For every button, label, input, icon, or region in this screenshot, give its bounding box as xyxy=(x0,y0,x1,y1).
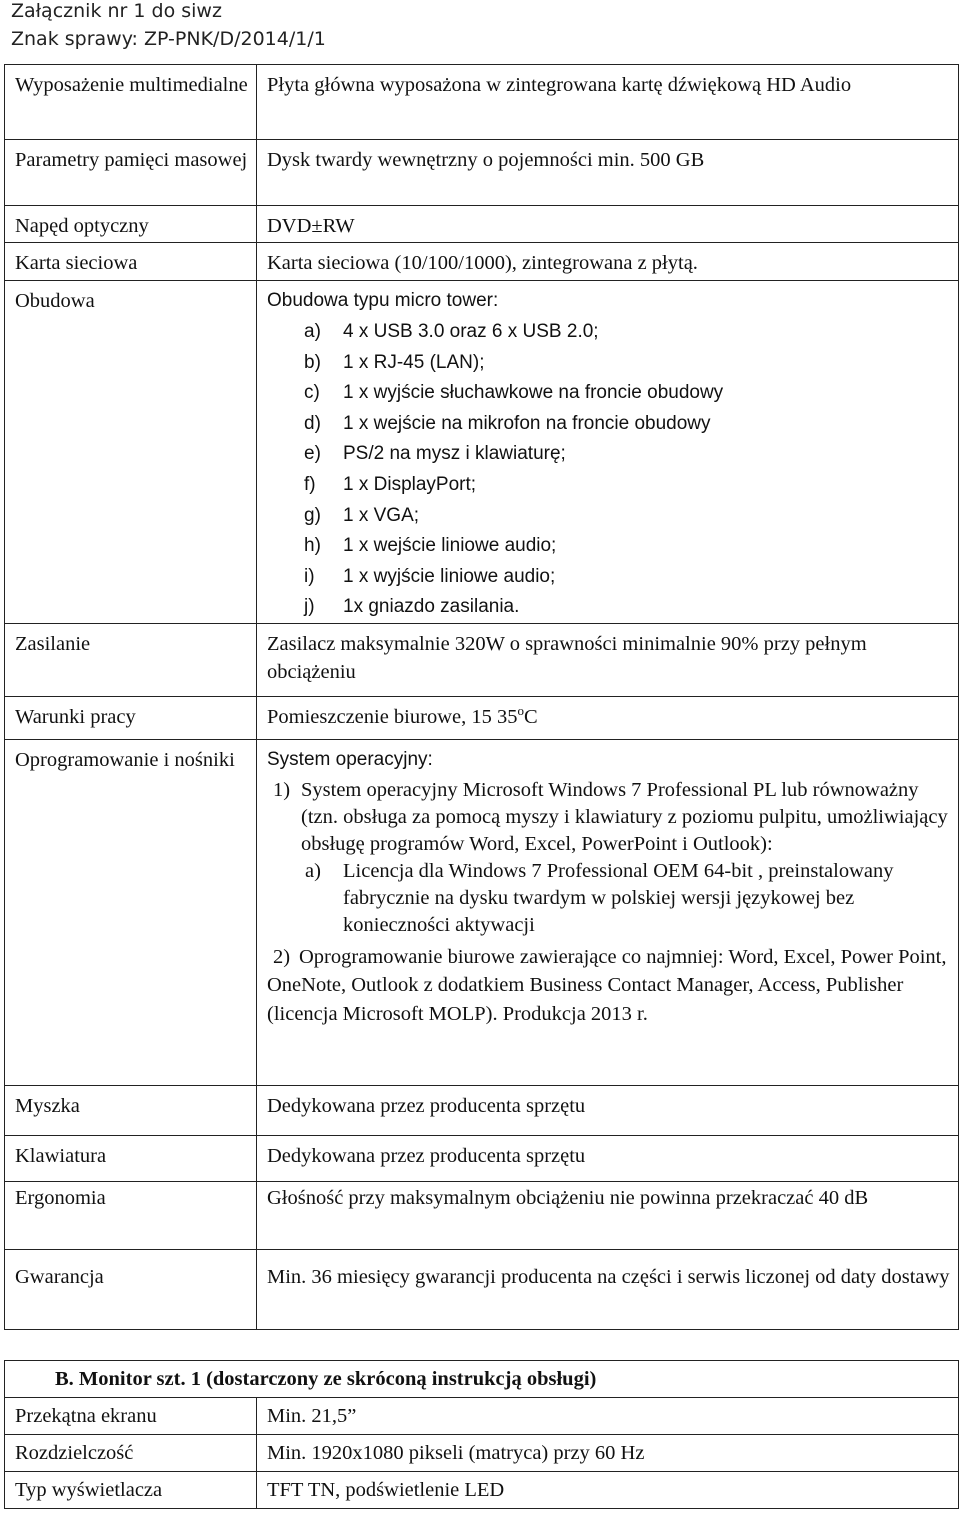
monitor-section-title: B. Monitor szt. 1 (dostarczony ze skróconą instrukcją obsługi) xyxy=(5,1361,959,1398)
spec-table xyxy=(4,64,959,1330)
spec-value-multimedia: Płyta główna wyposażona w zintegrowana kartę dźwiękową HD Audio xyxy=(257,65,959,140)
spec-label-storage: Parametry pamięci masowej xyxy=(5,140,257,206)
list-item: a) 4 x USB 3.0 oraz 6 x USB 2.0; xyxy=(304,321,599,342)
spec-value-power: Zasilacz maksymalnie 320W o sprawności minimalnie 90% przy pełnym obciążeniu xyxy=(257,623,959,696)
table-row xyxy=(5,623,959,696)
table-row xyxy=(5,1249,959,1329)
table-row xyxy=(5,1472,959,1509)
spec-value-software xyxy=(257,739,959,1085)
table-row xyxy=(5,281,959,624)
spec-value-ergonomics: Głośność przy maksymalnym obciążeniu nie powinna przekraczać 40 dB xyxy=(257,1181,959,1249)
spec-label-multimedia: Wyposażenie multimedialne xyxy=(5,65,257,140)
spec-label-warranty: Gwarancja xyxy=(5,1249,257,1329)
table-row xyxy=(5,1435,959,1472)
software-item-1a: a) Licencja dla Windows 7 Professional OEM 64-bit , preinstalowany fabrycznie na dysku twardym w polskiej wersji językowej bez konieczności aktywacji xyxy=(305,859,894,936)
software-item-2: 2) Oprogramowanie biurowe zawierające co najmniej: Word, Excel, Power Point, OneNote, Outlook z dodatkiem Business Contact Manager, Access, Publisher (licencja Microsoft MOLP). Produkcja 2013 r. xyxy=(267,945,947,1025)
spec-label-network: Karta sieciowa xyxy=(5,243,257,281)
table-row xyxy=(5,696,959,739)
spec-value-keyboard: Dedykowana przez producenta sprzętu xyxy=(257,1135,959,1181)
monitor-value-display-type: TFT TN, podświetlenie LED xyxy=(257,1472,959,1509)
monitor-label-display-type: Typ wyświetlacza xyxy=(5,1472,257,1509)
spec-value-optical: DVD±RW xyxy=(257,206,959,243)
monitor-label-diagonal: Przekątna ekranu xyxy=(5,1398,257,1435)
software-item-1: 1) System operacyjny Microsoft Windows 7 Professional PL lub równoważny (tzn. obsługa za pomocą myszy i klawiatury z poziomu pulpitu, umożliwiający obsługę programów Word, Excel, PowerPoint i Outlook): xyxy=(273,778,948,855)
table-row xyxy=(5,243,959,281)
table-row xyxy=(5,1181,959,1249)
spec-value-mouse: Dedykowana przez producenta sprzętu xyxy=(257,1085,959,1135)
software-intro: System operacyjny: xyxy=(267,748,433,770)
case-intro: Obudowa typu micro tower: xyxy=(267,290,499,311)
table-row xyxy=(5,739,959,1085)
table-row xyxy=(5,65,959,140)
monitor-value-diagonal: Min. 21,5” xyxy=(257,1398,959,1435)
spec-label-optical: Napęd optyczny xyxy=(5,206,257,243)
list-item: c) 1 x wyjście słuchawkowe na froncie obudowy xyxy=(304,382,724,404)
list-item: b) 1 x RJ-45 (LAN); xyxy=(304,351,485,373)
list-item: f) 1 x DisplayPort; xyxy=(304,473,477,495)
spec-value-conditions: Pomieszczenie biurowe, 15 35$^o$C xyxy=(257,696,959,739)
case-reference: Znak sprawy: ZP-PNK/D/2014/1/1 xyxy=(11,28,326,50)
spec-label-conditions: Warunki pracy xyxy=(5,696,257,739)
spec-value-storage: Dysk twardy wewnętrzny o pojemności min. 500 GB xyxy=(257,140,959,206)
table-row xyxy=(5,1085,959,1135)
spec-label-power: Zasilanie xyxy=(5,623,257,696)
spec-value-warranty: Min. 36 miesięcy gwarancji producenta na części i serwis liczonej od daty dostawy xyxy=(257,1249,959,1329)
spec-label-ergonomics: Ergonomia xyxy=(5,1181,257,1249)
monitor-value-resolution: Min. 1920x1080 pikseli (matryca) przy 60 Hz xyxy=(257,1435,959,1472)
spec-value-case xyxy=(257,281,959,624)
spec-value-network: Karta sieciowa (10/100/1000), zintegrowana z płytą. xyxy=(257,243,959,281)
case-port-list xyxy=(267,317,954,623)
list-item: e) PS/2 na mysz i klawiaturę; xyxy=(304,443,566,465)
monitor-table xyxy=(4,1360,959,1509)
table-row xyxy=(5,1361,959,1398)
spec-label-case: Obudowa xyxy=(5,281,257,624)
table-row xyxy=(5,1135,959,1181)
table-row xyxy=(5,206,959,243)
table-row xyxy=(5,1398,959,1435)
attachment-title: Załącznik nr 1 do siwz xyxy=(11,0,222,22)
list-item: h) 1 x wejście liniowe audio; xyxy=(304,535,557,557)
spec-label-software: Oprogramowanie i nośniki xyxy=(5,739,257,1085)
list-item: d) 1 x wejście na mikrofon na froncie obudowy xyxy=(304,412,711,434)
monitor-label-resolution: Rozdzielczość xyxy=(5,1435,257,1472)
spec-label-mouse: Myszka xyxy=(5,1085,257,1135)
list-item: j) 1x gniazdo zasilania. xyxy=(304,596,520,618)
list-item: g) 1 x VGA; xyxy=(304,504,420,526)
list-item: i) 1 x wyjście liniowe audio; xyxy=(304,565,556,587)
table-row xyxy=(5,140,959,206)
spec-label-keyboard: Klawiatura xyxy=(5,1135,257,1181)
